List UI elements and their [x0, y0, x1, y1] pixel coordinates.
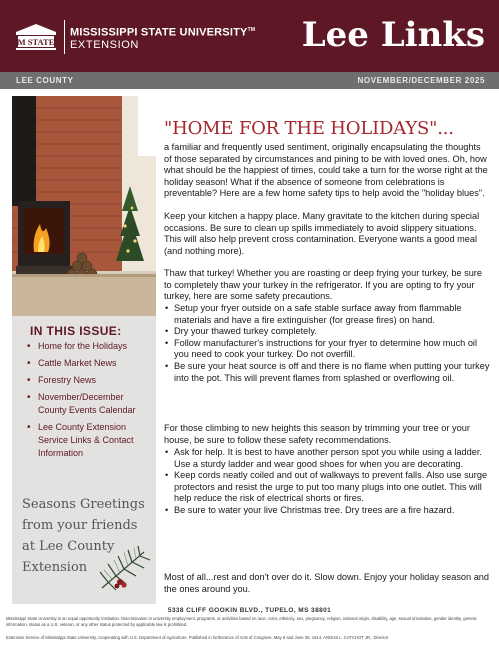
office-address: 5338 CLIFF GOOKIN BLVD., TUPELO, MS 38801 [167, 607, 332, 614]
turkey-paragraph: Thaw that turkey! Whether you are roasting or deep frying your turkey, be sure to completely thaw your turkey in the refrigerator. If you are opting to fry your turkey, here are some safety precautions. [164, 268, 482, 302]
logo-divider [64, 20, 65, 54]
list-item: • Keep cords neatly coiled and out of walkways to prevent falls. Also use surge protectors and resist the urge to put too many plugs into one outlet. This will help reduce the risk of electrical shorts or fires. [164, 470, 490, 505]
climbing-tips-list [164, 447, 490, 517]
in-this-issue-heading: IN THIS ISSUE: [30, 324, 122, 338]
org-name-block [70, 24, 255, 51]
issue-date: NOVEMBER/DECEMBER 2025 [357, 76, 485, 85]
list-item: • Ask for help. It is best to have another person spot you while using a ladder. Use a sturdy ladder and wear good shoes for when you are decorating. [164, 447, 490, 470]
org-unit: EXTENSION [70, 38, 139, 51]
logo-text: M STATE [17, 37, 55, 47]
kitchen-paragraph: Keep your kitchen a happy place. Many gravitate to the kitchen during special occasions. Be sure to clean up spills immediately to avoid slippery situations. This will also help prevent cross contamination. Everyone wants a good meal (and nothing more). [164, 211, 480, 256]
list-item: • Setup your fryer outside on a safe stable surface away from flammable materials and have a fire extinguisher (for grease fires) on hand. [164, 303, 490, 326]
list-item: • Forestry News [26, 374, 154, 387]
list-item: • Lee County Extension Service Links & Contact Information [26, 421, 154, 460]
fireplace-photo [12, 96, 156, 316]
closing-paragraph: Most of all...rest and don't over do it. Slow down. Enjoy your holiday season and the ones around you. [164, 572, 490, 594]
intro-paragraph: a familiar and frequently used sentiment, originally encapsulating the thoughts of those separated by circumstances and pining to be with loved ones. Oh, how what should be the happiest of times, could take a turn for the worse right at the holiday season! What if the absence of someone from celebrations is preventable? Here are a few home safety tips to help avoid the "holiday blues". [164, 142, 488, 199]
nondiscrimination-statement: Mississippi State University is an equal opportunity institution. Discrimination in university employment, programs, or activities based on race, color, ethnicity, sex, pregnancy, religion, national origin, disability, age, sexual orientation, gender identity, genetic information, status as a U.S. veteran, or any other status protected by applicable law is prohibited. [6, 616, 477, 627]
org-name: MISSISSIPPI STATE UNIVERSITY [70, 26, 248, 39]
pine-branch-icon [94, 542, 152, 596]
sidebar [12, 316, 156, 604]
org-trademark: TM [247, 27, 256, 33]
list-item: • Follow manufacturer's instructions for your fryer to determine how much oil you need to cook your turkey. Do not overfill. [164, 338, 490, 361]
issue-list [26, 340, 154, 464]
turkey-tips-list [164, 303, 490, 384]
list-item: • Dry your thawed turkey completely. [164, 326, 490, 338]
seasons-greeting: Seasons Greetings from your friends at Lee County Extension [22, 497, 145, 575]
climbing-paragraph: For those climbing to new heights this season by trimming your tree or your house, be sure to follow these safety recommendations. [164, 423, 470, 445]
list-item: • Be sure your heat source is off and there is no flame when putting your turkey into the pot. This will prevent flames from splashed or overflowing oil. [164, 361, 490, 384]
issue-bar [0, 72, 499, 89]
list-item: • Be sure to water your live Christmas tree. Dry trees are a fire hazard. [164, 505, 490, 517]
county-label: LEE COUNTY [16, 76, 74, 85]
masthead [0, 0, 499, 72]
list-item: • November/December County Events Calendar [26, 391, 154, 417]
article-title: "HOME FOR THE HOLIDAYS"... [164, 118, 454, 139]
msu-logo-icon [14, 22, 58, 52]
cooperation-statement: Extension Service of Mississippi State University, cooperating with U.S. Department of Agriculture. Published in furtherance of Acts of Congress, May 8 and June 30, 1914. ANGUS L. CATCHOT JR., Director [6, 635, 389, 640]
list-item: • Home for the Holidays [26, 340, 154, 353]
list-item: • Cattle Market News [26, 357, 154, 370]
publication-title: Lee Links [301, 15, 485, 55]
